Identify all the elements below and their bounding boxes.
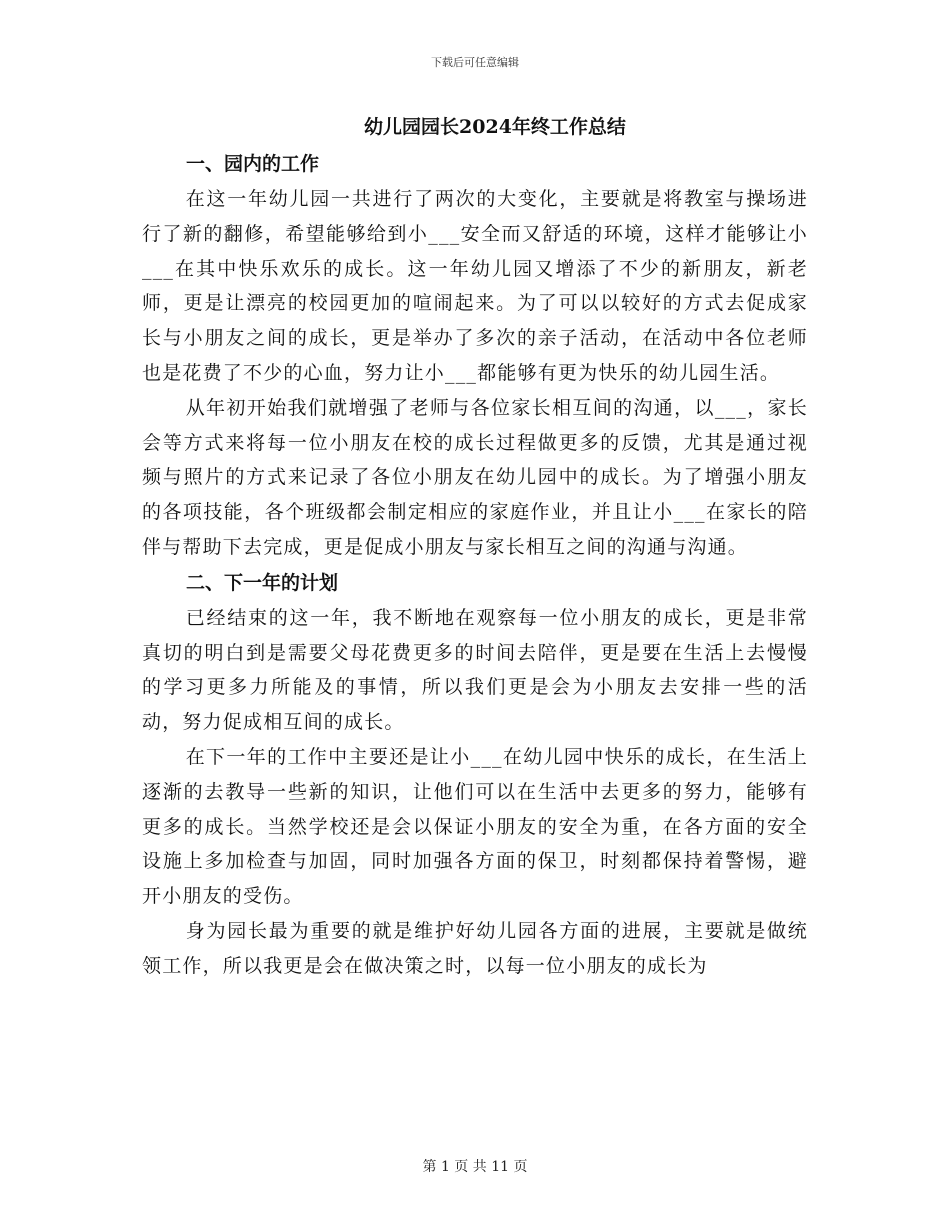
document-body bbox=[142, 108, 808, 984]
header-note: 下载后可任意编辑 bbox=[431, 56, 519, 69]
paragraph: 已经结束的这一年，我不断地在观察每一位小朋友的成长，更是非常真切的明白到是需要父母花费更多的时间去陪伴，更是要在生活上去慢慢的学习更多力所能及的事情，所以我们更是会为小朋友去安排一些的活动，努力促成相互间的成长。 bbox=[142, 606, 808, 734]
paragraph: 身为园长最为重要的就是维护好幼儿园各方面的进展，主要就是做统领工作，所以我更是会在做决策之时，以每一位小朋友的成长为 bbox=[142, 919, 808, 977]
page-footer: 第 1 页 共 11 页 bbox=[422, 1159, 528, 1175]
document-title: 幼儿园园长2024年终工作总结 bbox=[364, 116, 626, 138]
section-heading-1: 一、园内的工作 bbox=[186, 153, 320, 175]
paragraph: 在下一年的工作中主要还是让小___在幼儿园中快乐的成长，在生活上逐渐的去教导一些新的知识，让他们可以在生活中去更多的努力，能够有更多的成长。当然学校还是会以保证小朋友的安全为重，在各方面的安全设施上多加检查与加固，同时加强各方面的保卫，时刻都保持着警惕，避开小朋友的受伤。 bbox=[142, 745, 808, 908]
paragraph: 从年初开始我们就增强了老师与各位家长相互间的沟通，以___，家长会等方式来将每一位小朋友在校的成长过程做更多的反馈，尤其是通过视频与照片的方式来记录了各位小朋友在幼儿园中的成长。为了增强小朋友的各项技能，各个班级都会制定相应的家庭作业，并且让小___在家长的陪伴与帮助下去完成，更是促成小朋友与家长相互之间的沟通与沟通。 bbox=[142, 396, 808, 558]
section-heading-2: 二、下一年的计划 bbox=[186, 571, 339, 594]
paragraph: 在这一年幼儿园一共进行了两次的大变化，主要就是将教室与操场进行了新的翻修，希望能够给到小___安全而又舒适的环境，这样才能够让小___在其中快乐欢乐的成长。这一年幼儿园又增添了不少的新朋友，新老师，更是让漂亮的校园更加的喧闹起来。为了可以以较好的方式去促成家长与小朋友之间的成长，更是举办了多次的亲子活动，在活动中各位老师也是花费了不少的心血，努力让小___都能够有更为快乐的幼儿园生活。 bbox=[142, 188, 808, 384]
